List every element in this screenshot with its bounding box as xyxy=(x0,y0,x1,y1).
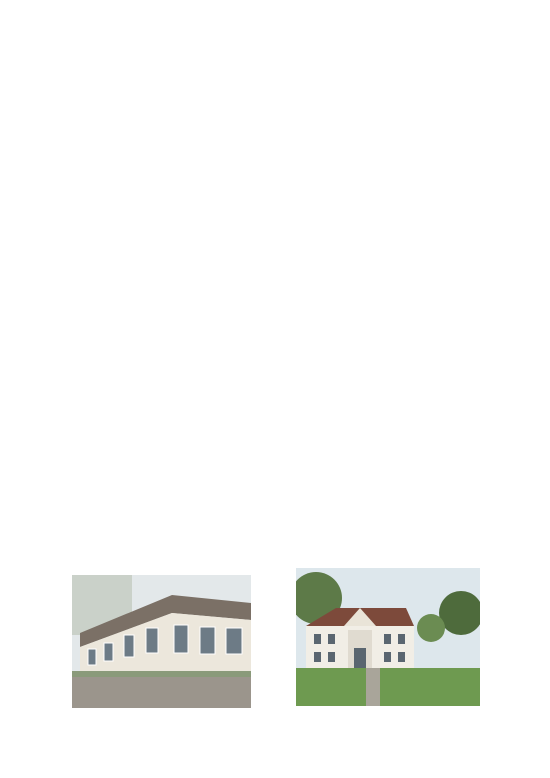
school-building-photo xyxy=(72,575,251,708)
manor-house-photo xyxy=(296,568,480,706)
manor-house-illustration xyxy=(296,568,480,706)
school-building-illustration xyxy=(72,575,251,708)
